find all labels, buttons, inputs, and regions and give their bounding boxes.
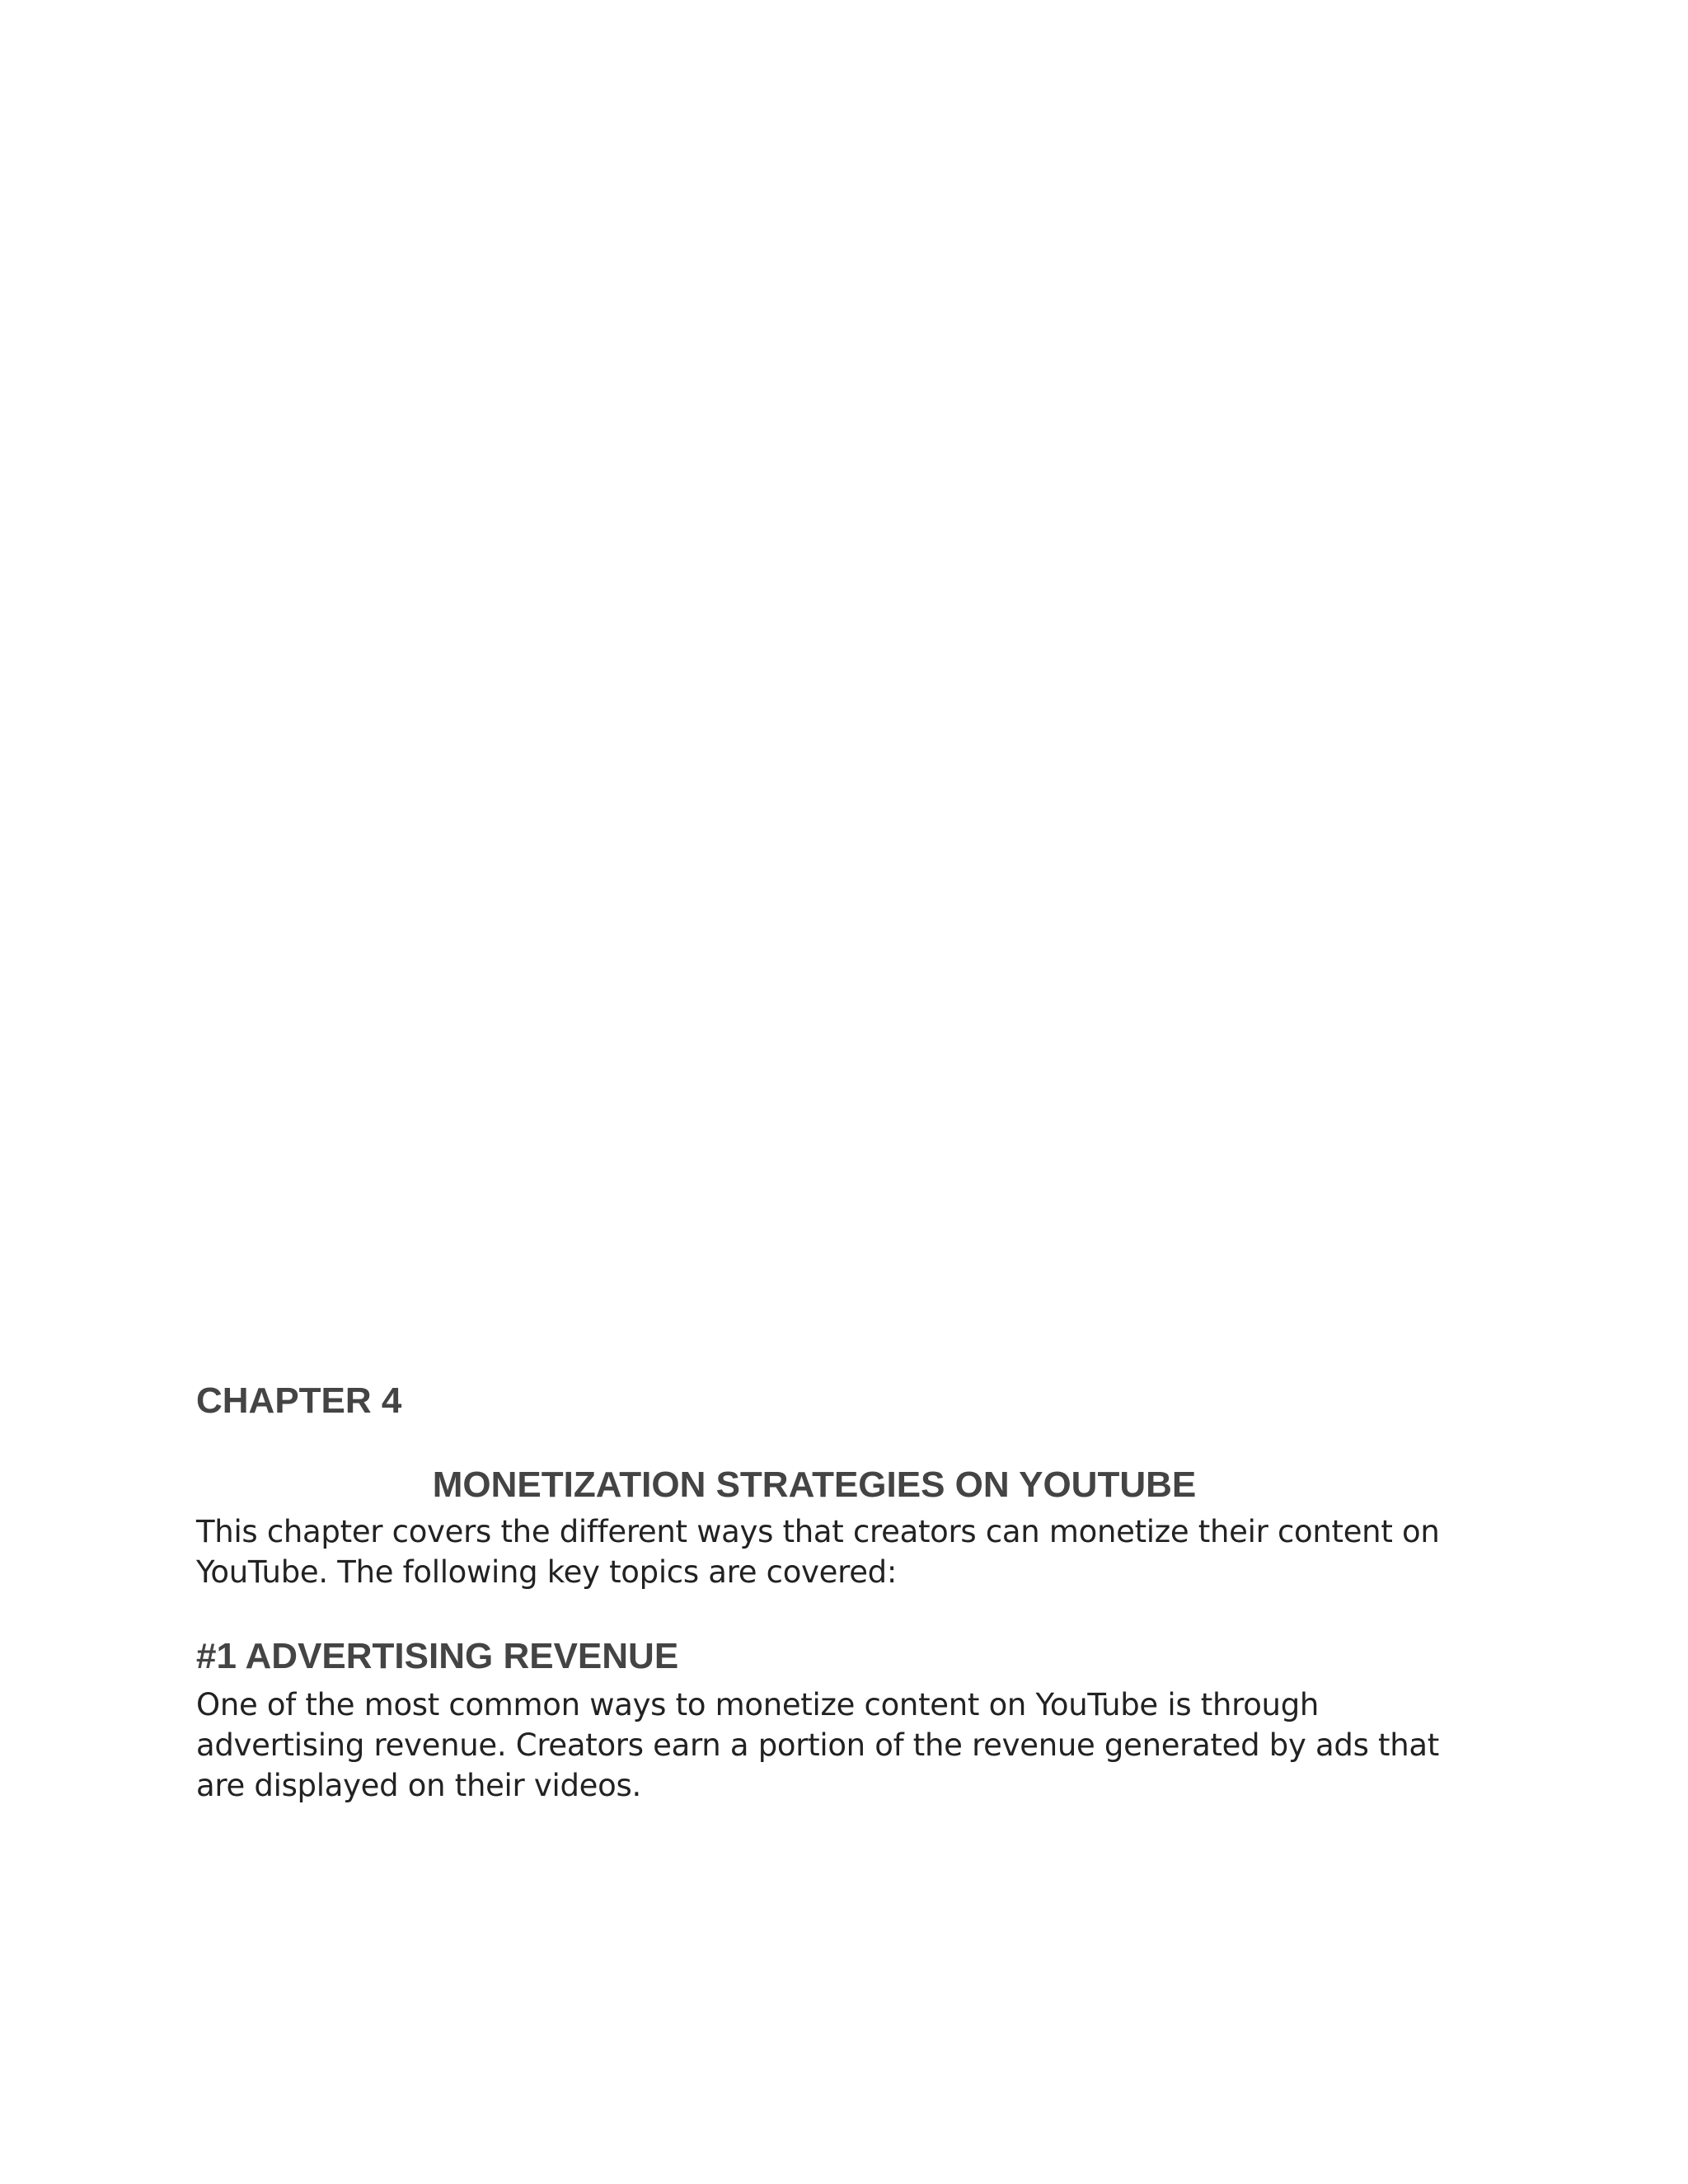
section-heading: #1 ADVERTISING REVENUE — [196, 1636, 679, 1676]
chapter-intro: This chapter covers the different ways that creators can monetize their content on YouTube. The following key topics are covered: — [196, 1514, 1440, 1590]
section-body: One of the most common ways to monetize content on YouTube is through advertising revenue. Creators earn a portion of the revenue generated by ads that are displayed on their videos. — [196, 1687, 1439, 1803]
chapter-label: CHAPTER 4 — [196, 1380, 402, 1421]
chapter-title: MONETIZATION STRATEGIES ON YOUTUBE — [432, 1465, 1197, 1505]
page-content — [196, 1376, 1465, 1806]
